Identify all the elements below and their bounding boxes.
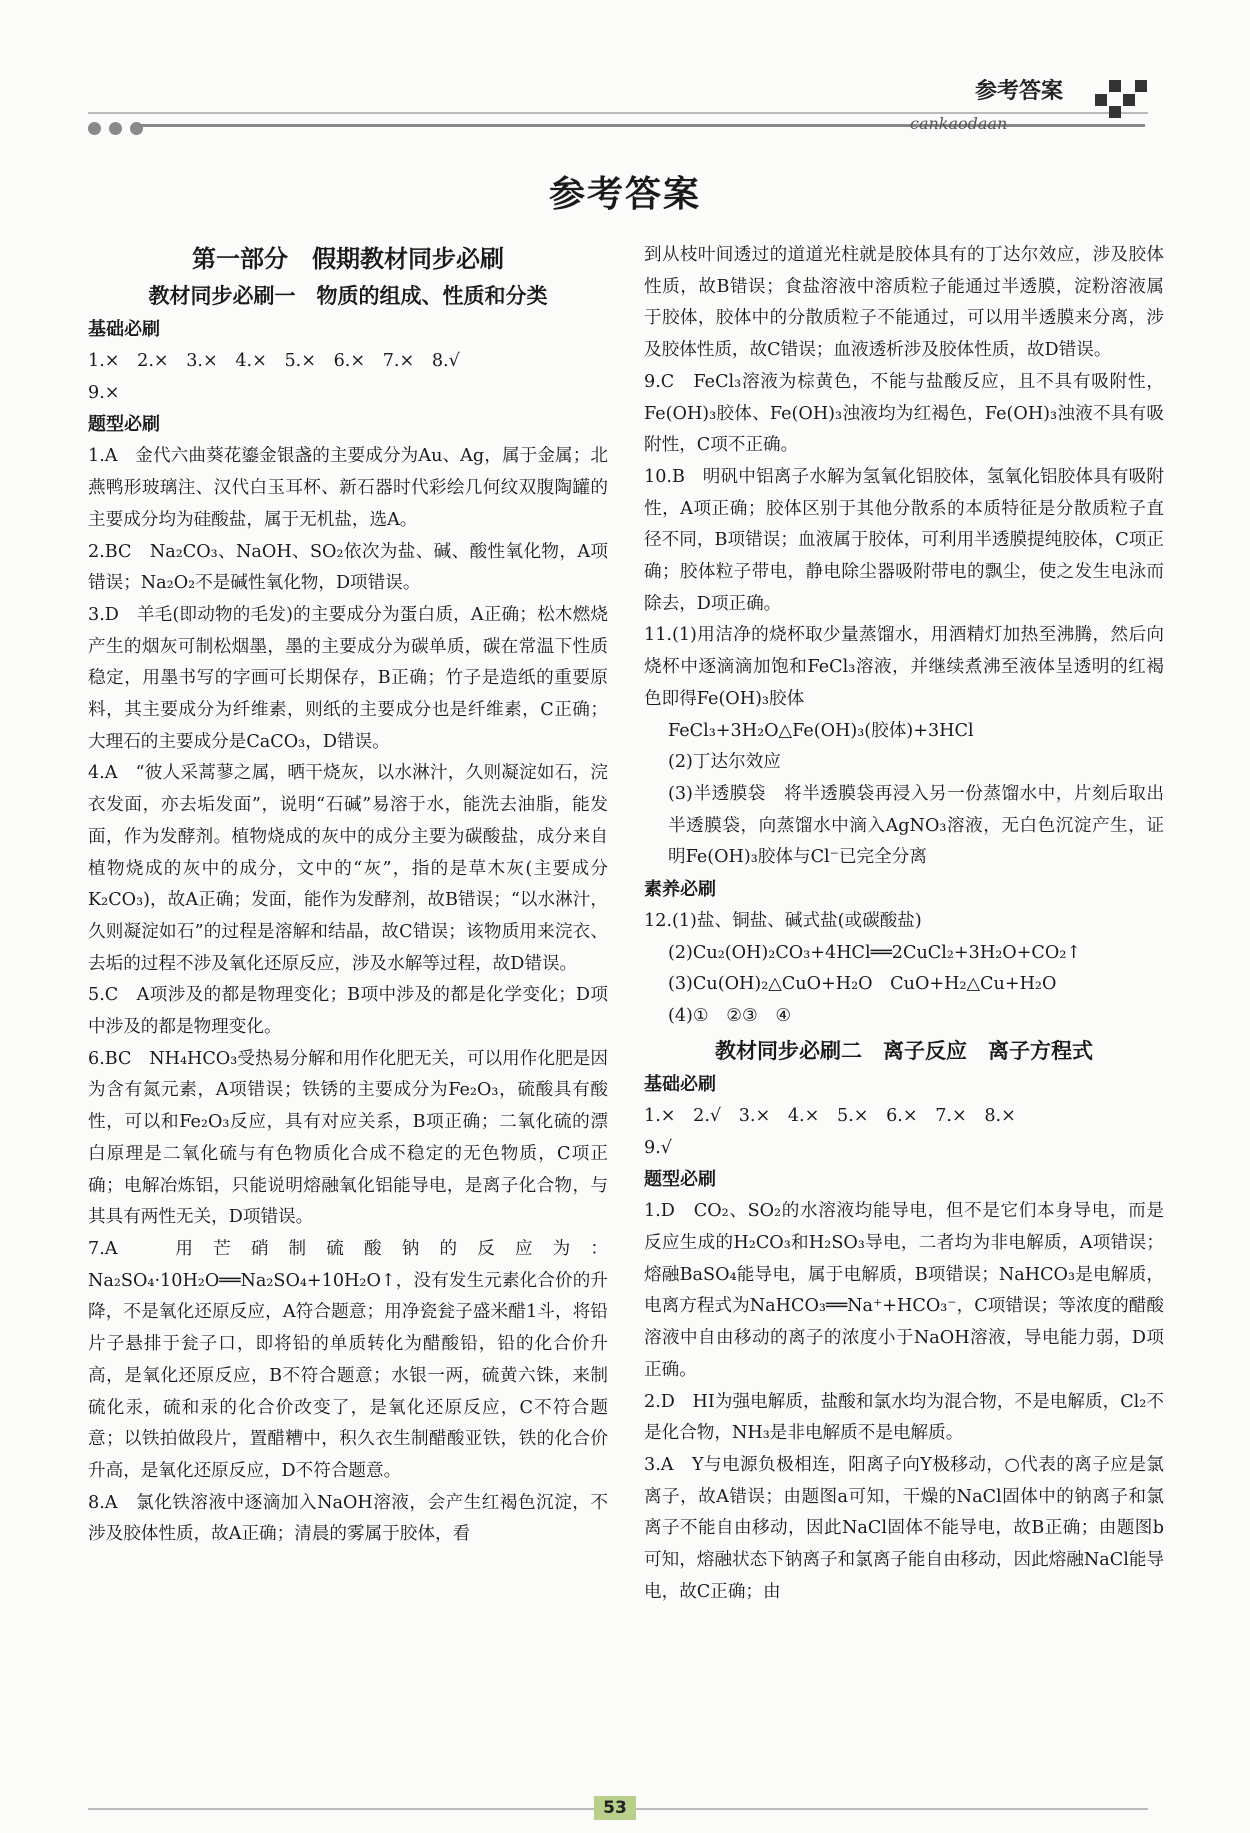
answer-paragraph: FeCl₃+3H₂O△Fe(OH)₃(胶体)+3HCl — [668, 720, 974, 741]
answer-paragraph: 7.A 用芒硝制硫酸钠的反应为：Na₂SO₄·10H₂O══Na₂SO₄+10H₂O↑，没有发生元素化合价的升降，不是氧化还原反应，A符合题意；用净瓷瓮子盛米醋1斗，将铅片子悬排于瓮子口，即将铅的单质转化为醋酸铅，铅的化合价升高，是氧化还原反应，B不符合题意；水银一两，硫黄六铢，来制硫化汞，硫和汞的化合价改变了，是氧化还原反应，C不符合题意；以铁拍做段片，置醋糟中，积久衣生制醋酸亚铁，铁的化合价升高，是氧化还原反应，D不符合题意。 — [88, 1238, 608, 1481]
answer-paragraph: 5.C A项涉及的都是物理变化；B项中涉及的都是化学变化；D项中涉及的都是物理变化。 — [88, 985, 608, 1038]
answer-paragraph: 12.(1)盐、铜盐、碱式盐(或碳酸盐) — [644, 911, 922, 932]
header-dot — [88, 122, 101, 135]
section-heading: 教材同步必刷一 物质的组成、性质和分类 — [148, 284, 548, 308]
section-heading: 第一部分 假期教材同步必刷 — [192, 245, 504, 273]
answer-paragraph: 2.BC Na₂CO₃、NaOH、SO₂依次为盐、碱、酸性氧化物，A项错误；Na₂O₂不是碱性氧化物，D项错误。 — [88, 541, 608, 594]
answer-paragraph: 3.A Y与电源负极相连，阳离子向Y极移动，○代表的离子应是氯离子，故A错误；由题图a可知，干燥的NaCl固体中的钠离子和氯离子不能自由移动，因此NaCl固体不能导电，故B正确；由题图b可知，熔融状态下钠离子和氯离子能自由移动，因此熔融NaCl能导电，故C正确；由 — [644, 1454, 1165, 1602]
answer-paragraph: (3)半透膜袋 将半透膜袋再浸入另一份蒸馏水中，片刻后取出半透膜袋，向蒸馏水中滴入AgNO₃溶液，无白色沉淀产生，证明Fe(OH)₃胶体与Cl⁻已完全分离 — [668, 783, 1164, 868]
answer-paragraph: 1.A 金代六曲葵花鎏金银盏的主要成分为Au、Ag，属于金属；北燕鸭形玻璃注、汉代白玉耳杯、新石器时代彩绘几何纹双腹陶罐的主要成分均为硅酸盐，属于无机盐，选A。 — [88, 446, 608, 530]
header-checker-logo-icon — [1095, 80, 1147, 120]
answer-paragraph: 1.D CO₂、SO₂的水溶液均能导电，但不是它们本身导电，而是反应生成的H₂CO₃和H₂SO₃导电，二者均为非电解质，A项错误；熔融BaSO₄能导电，属于电解质，B项错误；NaHCO₃是电解质，电离方程式为NaHCO₃══Na⁺+HCO₃⁻，C项错误；等浓度的醋酸溶液中自由移动的离子的浓度小于NaOH溶液，导电能力弱，D项正确。 — [644, 1201, 1164, 1380]
answer-paragraph: 2.D HI为强电解质，盐酸和氯水均为混合物，不是电解质，Cl₂不是化合物，NH₃是非电解质不是电解质。 — [644, 1391, 1164, 1444]
header-title: 参考答案 — [975, 79, 1064, 104]
page-number: 53 — [594, 1796, 636, 1820]
answer-paragraph: (4)① ②③ ④ — [668, 1006, 792, 1027]
section-subheading: 题型必刷 — [644, 1169, 716, 1191]
answer-paragraph: 4.A “彼人采蒿蓼之属，晒干烧灰，以水淋汁，久则凝淀如石，浣衣发面，亦去垢发面”，说明“石碱”易溶于水，能洗去油脂，能发面，作为发酵剂。植物烧成的灰中的成分主要为碳酸盐，成分来自植物烧成的灰中的成分，文中的“灰”，指的是草木灰(主要成分K₂CO₃)，故A正确；发面，能作为发酵剂，故B错误；“以水淋汁，久则凝淀如石”的过程是溶解和结晶，故C错误；该物质用来浣衣、去垢的过程不涉及氧化还原反应，涉及水解等过程，故D错误。 — [88, 763, 608, 974]
answer-paragraph: (2)Cu₂(OH)₂CO₃+4HCl══2CuCl₂+3H₂O+CO₂↑ — [668, 942, 1082, 963]
header-dot — [109, 122, 122, 135]
answer-paragraph: 11.(1)用洁净的烧杯取少量蒸馏水，用酒精灯加热至沸腾，然后向烧杯中逐滴滴加饱和FeCl₃溶液，并继续煮沸至液体呈透明的红褐色即得Fe(OH)₃胶体 — [644, 625, 1164, 709]
section-subheading: 题型必刷 — [88, 414, 160, 436]
section-heading: 教材同步必刷二 离子反应 离子方程式 — [715, 1038, 1093, 1063]
answer-paragraph: 1.× 2.× 3.× 4.× 5.× 6.× 7.× 8.√ — [88, 351, 460, 371]
left-column — [88, 240, 608, 1551]
section-subheading: 素养必刷 — [644, 879, 716, 901]
page-title: 参考答案 — [548, 173, 701, 215]
answer-paragraph: 10.B 明矾中铝离子水解为氢氧化铝胶体，氢氧化铝胶体具有吸附性，A项正确；胶体区别于其他分散系的本质特征是分散质粒子直径不同，B项错误；血液属于胶体，可利用半透膜提纯胶体，C项正确；胶体粒子带电，静电除尘器吸附带电的飘尘，使之发生电泳而除去，D项正确。 — [644, 466, 1164, 614]
answer-paragraph: 6.BC NH₄HCO₃受热易分解和用作化肥无关，可以用作化肥是因为含有氮元素，A项错误；铁锈的主要成分为Fe₂O₃，硫酸具有酸性，可以和Fe₂O₃反应，具有对应关系，B项正确；二氧化硫的漂白原理是二氧化硫与有色物质化合成不稳定的无色物质，C项正确；电解冶炼铝，只能说明熔融氧化铝能导电，是离子化合物，与其具有两性无关，D项错误。 — [88, 1048, 608, 1228]
section-subheading: 基础必刷 — [88, 319, 160, 340]
header-dots — [88, 122, 143, 135]
right-column — [644, 240, 1164, 1608]
answer-paragraph: (2)丁达尔效应 — [668, 752, 781, 773]
answer-paragraph: 9.× — [88, 382, 120, 403]
answer-paragraph: 9.√ — [644, 1137, 672, 1158]
answer-paragraph: 3.D 羊毛(即动物的毛发)的主要成分为蛋白质，A正确；松木燃烧产生的烟灰可制松烟墨，墨的主要成分为碳单质，碳在常温下性质稳定，用墨书写的字画可长期保存，B正确；竹子是造纸的重要原料，其主要成分为纤维素，则纸的主要成分也是纤维素，C正确；大理石的主要成分是CaCO₃，D错误。 — [88, 604, 608, 752]
answer-paragraph: 8.A 氯化铁溶液中逐滴加入NaOH溶液，会产生红褐色沉淀，不涉及胶体性质，故A正确；清晨的雾属于胶体，看 — [88, 1492, 608, 1545]
answer-paragraph: (3)Cu(OH)₂△CuO+H₂O CuO+H₂△Cu+H₂O — [668, 974, 1057, 995]
answer-paragraph: 到从枝叶间透过的道道光柱就是胶体具有的丁达尔效应，涉及胶体性质，故B错误；食盐溶液中溶质粒子能通过半透膜，淀粉溶液属于胶体，胶体中的分散质粒子不能通过，可以用半透膜来分离，涉及胶体性质，故C错误；血液透析涉及胶体性质，故D错误。 — [644, 245, 1164, 361]
section-subheading: 基础必刷 — [644, 1073, 716, 1095]
answer-paragraph: 1.× 2.√ 3.× 4.× 5.× 6.× 7.× 8.× — [644, 1105, 1016, 1126]
answer-paragraph: 9.C FeCl₃溶液为棕黄色，不能与盐酸反应，且不具有吸附性，Fe(OH)₃胶体、Fe(OH)₃浊液均为红褐色，Fe(OH)₃浊液不具有吸附性，C项不正确。 — [644, 371, 1164, 456]
header-subtitle: cankaodaan — [910, 114, 1008, 133]
